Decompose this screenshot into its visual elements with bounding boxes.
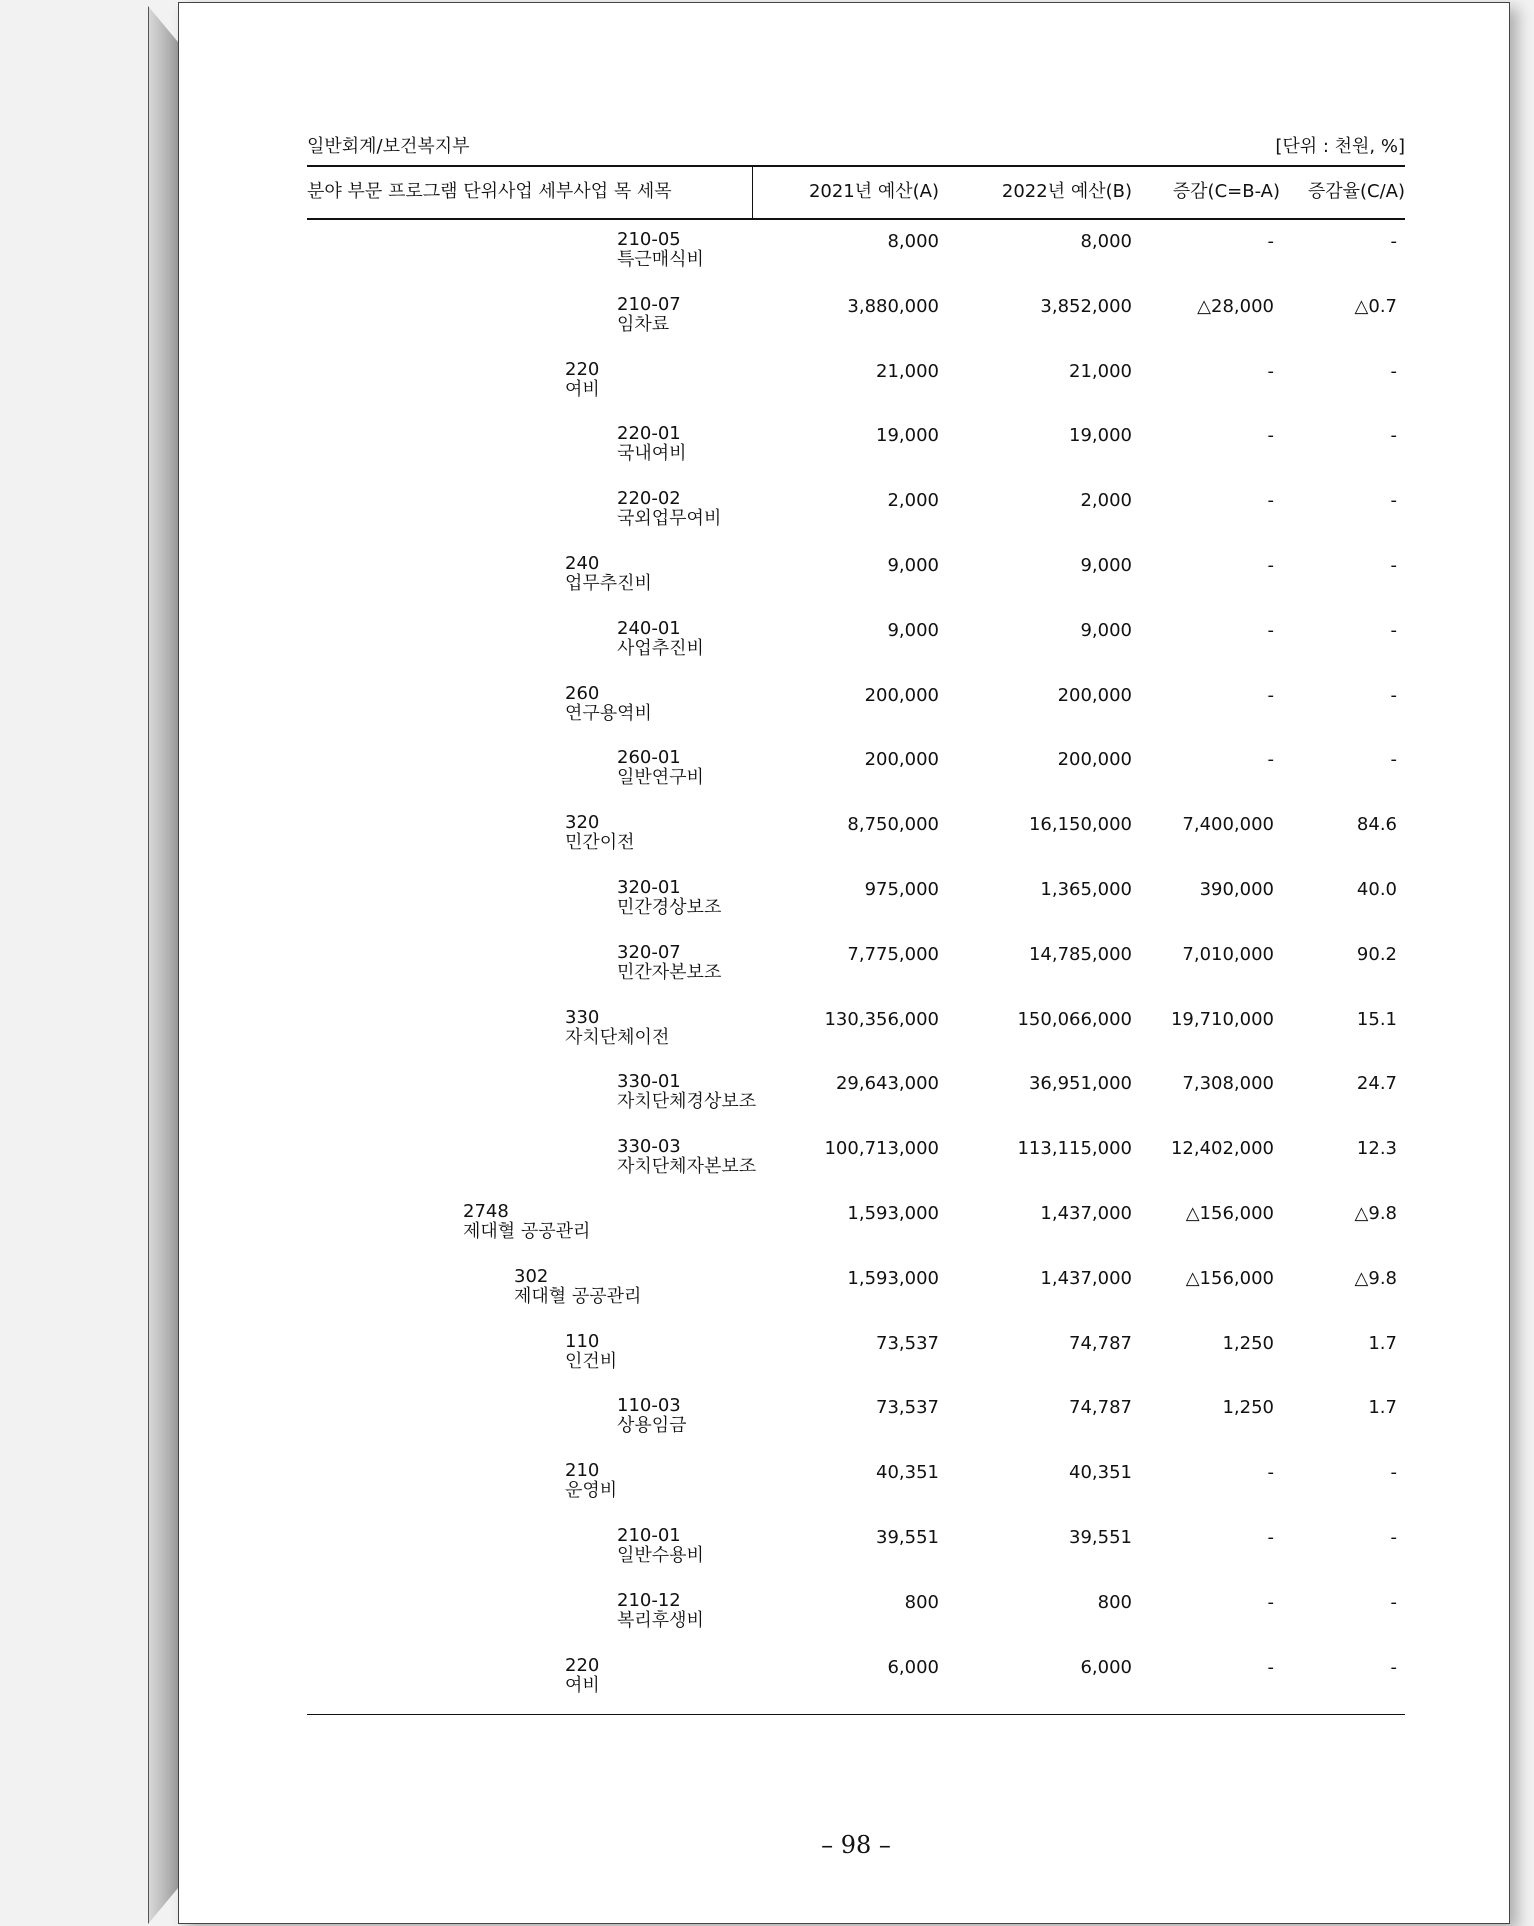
budget-2022-cell: 1,437,000 <box>1040 1203 1132 1224</box>
table-top-rule <box>307 165 1405 167</box>
row-name: 임차료 <box>617 313 670 335</box>
row-name: 국내여비 <box>617 443 687 465</box>
row-code: 110 <box>565 1330 600 1352</box>
change-cell: - <box>1267 1527 1274 1548</box>
budget-2022-cell: 36,951,000 <box>1028 1073 1132 1095</box>
row-label <box>463 1202 590 1242</box>
budget-2021-cell: 73,537 <box>876 1332 939 1354</box>
col-header-change: 증감(C=B-A) <box>1172 181 1280 202</box>
change-cell: - <box>1267 619 1274 641</box>
row-code: 330 <box>565 1006 600 1028</box>
rate-cell: 40.0 <box>1356 879 1397 900</box>
table-row <box>307 424 1405 484</box>
budget-2021-cell: 9,000 <box>887 555 939 576</box>
rate-cell: △9.8 <box>1354 1267 1397 1289</box>
change-cell: △156,000 <box>1185 1267 1274 1289</box>
budget-2021-cell: 130,356,000 <box>824 1008 939 1030</box>
row-code: 330-03 <box>617 1136 681 1158</box>
document-page <box>178 2 1510 1924</box>
change-cell: - <box>1267 425 1274 447</box>
row-name: 상용임금 <box>617 1415 687 1437</box>
row-name: 민간자본보조 <box>617 961 722 983</box>
table-row <box>307 1008 1405 1068</box>
row-label <box>565 684 652 724</box>
budget-2021-cell: 7,775,000 <box>847 943 939 965</box>
page-content <box>307 3 1405 1923</box>
row-code: 220 <box>565 358 600 380</box>
budget-2021-cell: 200,000 <box>864 749 939 771</box>
table-row <box>307 1072 1405 1132</box>
budget-2021-cell: 100,713,000 <box>824 1138 939 1160</box>
budget-2022-cell: 16,150,000 <box>1028 814 1132 836</box>
book-spine-edge <box>148 6 180 1924</box>
row-code: 240-01 <box>617 617 681 639</box>
budget-2021-cell: 8,000 <box>887 231 939 252</box>
table-row <box>307 360 1405 420</box>
unit-label: [단위 : 천원, %] <box>1275 136 1405 157</box>
row-label <box>565 1461 617 1501</box>
rate-cell: 1.7 <box>1368 1397 1397 1419</box>
row-code: 320-07 <box>617 941 681 963</box>
budget-2022-cell: 9,000 <box>1080 555 1132 576</box>
change-cell: - <box>1267 490 1274 512</box>
budget-2021-cell: 21,000 <box>876 360 939 382</box>
row-name: 자치단체경상보조 <box>617 1091 757 1113</box>
row-label <box>617 619 704 659</box>
table-row <box>307 748 1405 808</box>
change-cell: 12,402,000 <box>1170 1138 1274 1160</box>
row-code: 210-07 <box>617 293 681 315</box>
row-code: 240 <box>565 553 600 574</box>
row-label <box>565 1008 669 1048</box>
change-cell: 1,250 <box>1222 1397 1274 1419</box>
budget-2021-cell: 3,880,000 <box>847 295 939 317</box>
budget-2022-cell: 200,000 <box>1057 749 1132 771</box>
row-label <box>565 1656 600 1696</box>
rate-cell: 90.2 <box>1356 943 1397 965</box>
row-label <box>617 1396 687 1436</box>
rate-cell: - <box>1390 1527 1397 1548</box>
col-header-rate: 증감율(C/A) <box>1307 181 1405 202</box>
col-header-2022: 2022년 예산(B) <box>1001 181 1132 202</box>
change-cell: △156,000 <box>1185 1203 1274 1224</box>
row-label <box>617 1591 704 1631</box>
row-name: 국외업무여비 <box>617 508 722 530</box>
row-name: 운영비 <box>565 1480 618 1502</box>
change-cell: - <box>1267 231 1274 252</box>
budget-2022-cell: 150,066,000 <box>1017 1008 1132 1030</box>
budget-2021-cell: 8,750,000 <box>847 814 939 836</box>
budget-2021-cell: 2,000 <box>887 490 939 512</box>
budget-2021-cell: 29,643,000 <box>835 1073 939 1095</box>
row-label <box>617 1526 704 1566</box>
row-code: 330-01 <box>617 1071 681 1093</box>
budget-2022-cell: 3,852,000 <box>1040 295 1132 317</box>
budget-2022-cell: 74,787 <box>1069 1397 1132 1419</box>
rate-cell: △0.7 <box>1354 295 1397 317</box>
row-name: 민간경상보조 <box>617 897 722 918</box>
table-row <box>307 489 1405 549</box>
change-cell: - <box>1267 749 1274 771</box>
page-number: – 98 – <box>821 1831 891 1859</box>
budget-2021-cell: 39,551 <box>876 1527 939 1548</box>
rate-cell: 12.3 <box>1356 1138 1397 1160</box>
row-name: 특근매식비 <box>617 249 704 270</box>
budget-2021-cell: 40,351 <box>876 1462 939 1484</box>
row-label <box>617 878 721 918</box>
table-row <box>307 295 1405 355</box>
row-name: 제대혈 공공관리 <box>463 1221 591 1242</box>
rate-cell: - <box>1390 1591 1397 1613</box>
rate-cell: - <box>1390 231 1397 252</box>
row-label <box>617 1137 756 1177</box>
table-row <box>307 1591 1405 1651</box>
change-cell: - <box>1267 1591 1274 1613</box>
budget-2022-cell: 19,000 <box>1069 425 1132 447</box>
row-name: 연구용역비 <box>565 702 652 724</box>
budget-2022-cell: 14,785,000 <box>1028 943 1132 965</box>
table-row <box>307 1137 1405 1197</box>
row-code: 260-01 <box>617 747 681 769</box>
row-label <box>617 748 704 788</box>
change-cell: - <box>1267 360 1274 382</box>
row-name: 자치단체이전 <box>565 1026 670 1048</box>
rate-cell: - <box>1390 684 1397 706</box>
col-header-category: 분야 부문 프로그램 단위사업 세부사업 목 세목 <box>307 181 672 202</box>
change-cell: - <box>1267 1656 1274 1678</box>
budget-2021-cell: 800 <box>904 1591 939 1613</box>
row-code: 2748 <box>463 1201 509 1222</box>
rate-cell: - <box>1390 1656 1397 1678</box>
row-label <box>565 554 652 594</box>
row-label <box>617 1072 756 1112</box>
budget-2022-cell: 1,437,000 <box>1040 1267 1132 1289</box>
table-row <box>307 1332 1405 1392</box>
row-label <box>617 424 687 464</box>
budget-2021-cell: 200,000 <box>864 684 939 706</box>
col-header-2021: 2021년 예산(A) <box>808 181 939 202</box>
row-code: 110-03 <box>617 1395 681 1417</box>
row-name: 업무추진비 <box>565 573 652 594</box>
change-cell: 7,010,000 <box>1182 943 1274 965</box>
budget-2021-cell: 9,000 <box>887 619 939 641</box>
rate-cell: - <box>1390 490 1397 512</box>
row-label <box>565 1332 617 1372</box>
rate-cell: △9.8 <box>1354 1203 1397 1224</box>
budget-2021-cell: 975,000 <box>864 879 939 900</box>
change-cell: - <box>1267 555 1274 576</box>
budget-2022-cell: 9,000 <box>1080 619 1132 641</box>
row-code: 210-12 <box>617 1589 681 1611</box>
table-row <box>307 619 1405 679</box>
budget-2021-cell: 1,593,000 <box>847 1203 939 1224</box>
table-row <box>307 1461 1405 1521</box>
budget-2022-cell: 6,000 <box>1080 1656 1132 1678</box>
table-row <box>307 1526 1405 1586</box>
budget-2022-cell: 39,551 <box>1069 1527 1132 1548</box>
table-bottom-rule <box>307 1714 1405 1715</box>
rate-cell: - <box>1390 360 1397 382</box>
rate-cell: - <box>1390 425 1397 447</box>
table-row <box>307 1202 1405 1262</box>
change-cell: 1,250 <box>1222 1332 1274 1354</box>
change-cell: 19,710,000 <box>1170 1008 1274 1030</box>
row-name: 제대혈 공공관리 <box>514 1285 642 1307</box>
row-code: 210-05 <box>617 229 681 250</box>
budget-2021-cell: 73,537 <box>876 1397 939 1419</box>
rate-cell: 84.6 <box>1356 814 1397 836</box>
change-cell: 390,000 <box>1199 879 1274 900</box>
rate-cell: 24.7 <box>1356 1073 1397 1095</box>
budget-2021-cell: 6,000 <box>887 1656 939 1678</box>
change-cell: - <box>1267 1462 1274 1484</box>
row-name: 인건비 <box>565 1350 618 1372</box>
rate-cell: 1.7 <box>1368 1332 1397 1354</box>
row-label <box>617 230 704 270</box>
table-row <box>307 684 1405 744</box>
row-label <box>617 489 721 529</box>
budget-2022-cell: 74,787 <box>1069 1332 1132 1354</box>
budget-2022-cell: 2,000 <box>1080 490 1132 512</box>
table-row <box>307 1396 1405 1456</box>
row-name: 여비 <box>565 1674 600 1696</box>
header-divider <box>752 167 753 218</box>
budget-2022-cell: 1,365,000 <box>1040 879 1132 900</box>
row-code: 320-01 <box>617 877 681 898</box>
account-title: 일반회계/보건복지부 <box>307 136 470 157</box>
rate-cell: - <box>1390 749 1397 771</box>
budget-2021-cell: 1,593,000 <box>847 1267 939 1289</box>
budget-2022-cell: 113,115,000 <box>1017 1138 1132 1160</box>
budget-2022-cell: 8,000 <box>1080 231 1132 252</box>
rate-cell: - <box>1390 1462 1397 1484</box>
header-bottom-rule <box>307 218 1405 220</box>
table-row <box>307 813 1405 873</box>
rate-cell: - <box>1390 555 1397 576</box>
row-label <box>617 295 681 335</box>
change-cell: - <box>1267 684 1274 706</box>
row-name: 자치단체자본보조 <box>617 1156 757 1178</box>
row-name: 일반연구비 <box>617 767 704 789</box>
row-name: 일반수용비 <box>617 1545 704 1566</box>
change-cell: 7,308,000 <box>1182 1073 1274 1095</box>
budget-2022-cell: 21,000 <box>1069 360 1132 382</box>
row-code: 220-02 <box>617 488 681 510</box>
rate-cell: - <box>1390 619 1397 641</box>
row-code: 260 <box>565 682 600 704</box>
rate-cell: 15.1 <box>1356 1008 1397 1030</box>
row-name: 여비 <box>565 378 600 400</box>
row-code: 302 <box>514 1265 549 1287</box>
row-label <box>617 943 721 983</box>
change-cell: 7,400,000 <box>1182 814 1274 836</box>
row-code: 220 <box>565 1654 600 1676</box>
row-code: 210 <box>565 1460 600 1482</box>
budget-2022-cell: 200,000 <box>1057 684 1132 706</box>
row-name: 민간이전 <box>565 832 635 854</box>
table-row <box>307 1656 1405 1716</box>
row-name: 복리후생비 <box>617 1609 704 1631</box>
table-row <box>307 554 1405 614</box>
row-code: 320 <box>565 812 600 834</box>
change-cell: △28,000 <box>1197 295 1274 317</box>
row-label <box>565 360 600 400</box>
row-label <box>514 1267 641 1307</box>
table-row <box>307 943 1405 1003</box>
table-row <box>307 1267 1405 1327</box>
row-code: 220-01 <box>617 423 681 445</box>
row-code: 210-01 <box>617 1525 681 1546</box>
row-label <box>565 813 635 853</box>
budget-2021-cell: 19,000 <box>876 425 939 447</box>
budget-2022-cell: 40,351 <box>1069 1462 1132 1484</box>
budget-2022-cell: 800 <box>1097 1591 1132 1613</box>
table-row <box>307 878 1405 938</box>
table-row <box>307 230 1405 290</box>
row-name: 사업추진비 <box>617 637 704 659</box>
